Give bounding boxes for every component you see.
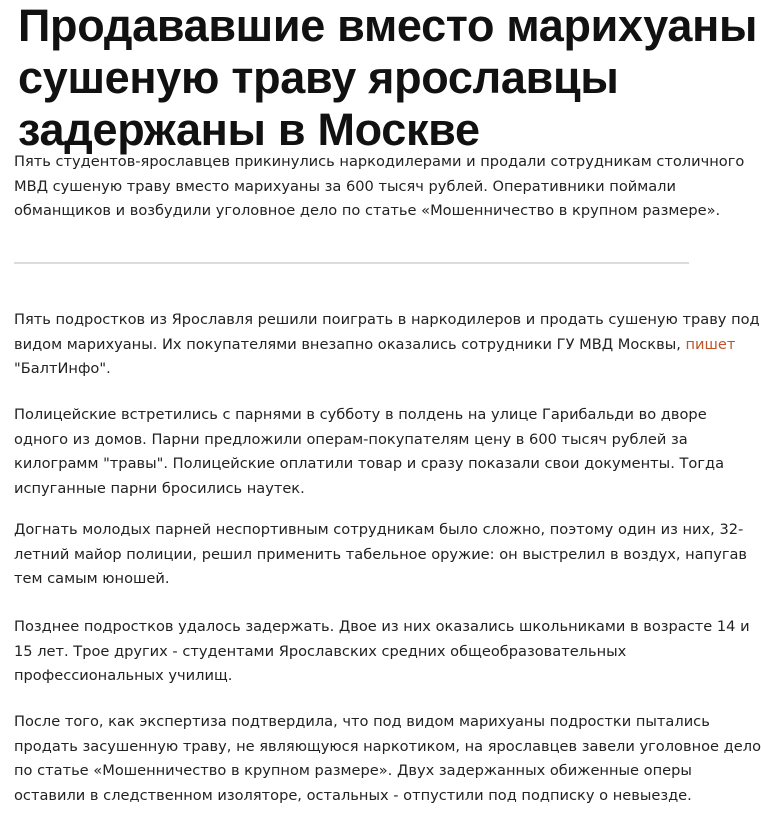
paragraph-line: Позднее подростков удалось задержать. Двое из них оказались школьниками в возрасте 14 и: [14, 618, 750, 635]
lead-line: МВД сушеную траву вместо марихуаны за 600 тысяч рублей. Оперативники поймали: [14, 177, 676, 195]
paragraph-line: одного из домов. Парни предложили операм-покупателям цену в 600 тысяч рублей за: [14, 430, 688, 448]
article-headline: [18, 0, 758, 156]
headline-line: задержаны в Москве: [18, 104, 480, 155]
paragraph-line: тем самым юношей.: [14, 570, 170, 587]
paragraph-line: После того, как экспертиза подтвердила, что под видом марихуаны подростки пытались: [14, 713, 710, 730]
lead-line: Пять студентов-ярославцев прикинулись наркодилерами и продали сотрудникам столичного: [14, 153, 745, 170]
paragraph-line: испуганные парни бросились наутек.: [14, 479, 305, 497]
lead-line: обманщиков и возбудили уголовное дело по статье «Мошенничество в крупном размере».: [14, 202, 721, 219]
paragraph-line: летний майор полиции, решил применить табельное оружие: он выстрелил в воздух, напугав: [14, 545, 748, 563]
article-lead: [14, 150, 745, 224]
paragraph-line: [14, 333, 736, 358]
paragraph-line: 15 лет. Трое других - студентами Ярославских средних общеобразовательных: [14, 642, 627, 660]
paragraph-line: по статье «Мошенничество в крупном размере». Двух задержанных обиженные оперы: [14, 762, 692, 779]
headline-line: сушеную траву ярославцы: [18, 52, 619, 103]
paragraph-line: оставили в следственном изоляторе, остальных - отпустили под подписку о невыезде.: [14, 786, 692, 804]
source-link[interactable]: пишет: [685, 335, 736, 353]
paragraph-4: [14, 615, 750, 689]
paragraph-5: [14, 710, 761, 808]
paragraph-line-text: видом марихуаны. Их покупателями внезапно оказались сотрудники ГУ МВД Москвы,: [14, 335, 686, 353]
paragraph-line: Пять подростков из Ярославля решили поиграть в наркодилеров и продать сушеную траву под: [14, 311, 760, 328]
paragraph-line: килограмм "травы". Полицейские оплатили товар и сразу показали свои документы. Тогда: [14, 455, 725, 472]
paragraph-line: продать засушенную траву, не являющуюся наркотиком, на ярославцев завели уголовное дело: [14, 737, 761, 755]
paragraph-3: [14, 518, 748, 592]
lead-divider: [14, 262, 689, 264]
paragraph-2: [14, 403, 725, 501]
paragraph-line: Догнать молодых парней неспортивным сотрудникам было сложно, поэтому один из них, 32-: [14, 521, 744, 538]
paragraph-1: [14, 308, 760, 382]
paragraph-line: "БалтИнфо".: [14, 360, 111, 377]
paragraph-line: профессиональных училищ.: [14, 667, 233, 684]
paragraph-line: Полицейские встретились с парнями в субботу в полдень на улице Гарибальди во дворе: [14, 406, 707, 423]
headline-line: Продававшие вместо марихуаны: [18, 0, 758, 51]
